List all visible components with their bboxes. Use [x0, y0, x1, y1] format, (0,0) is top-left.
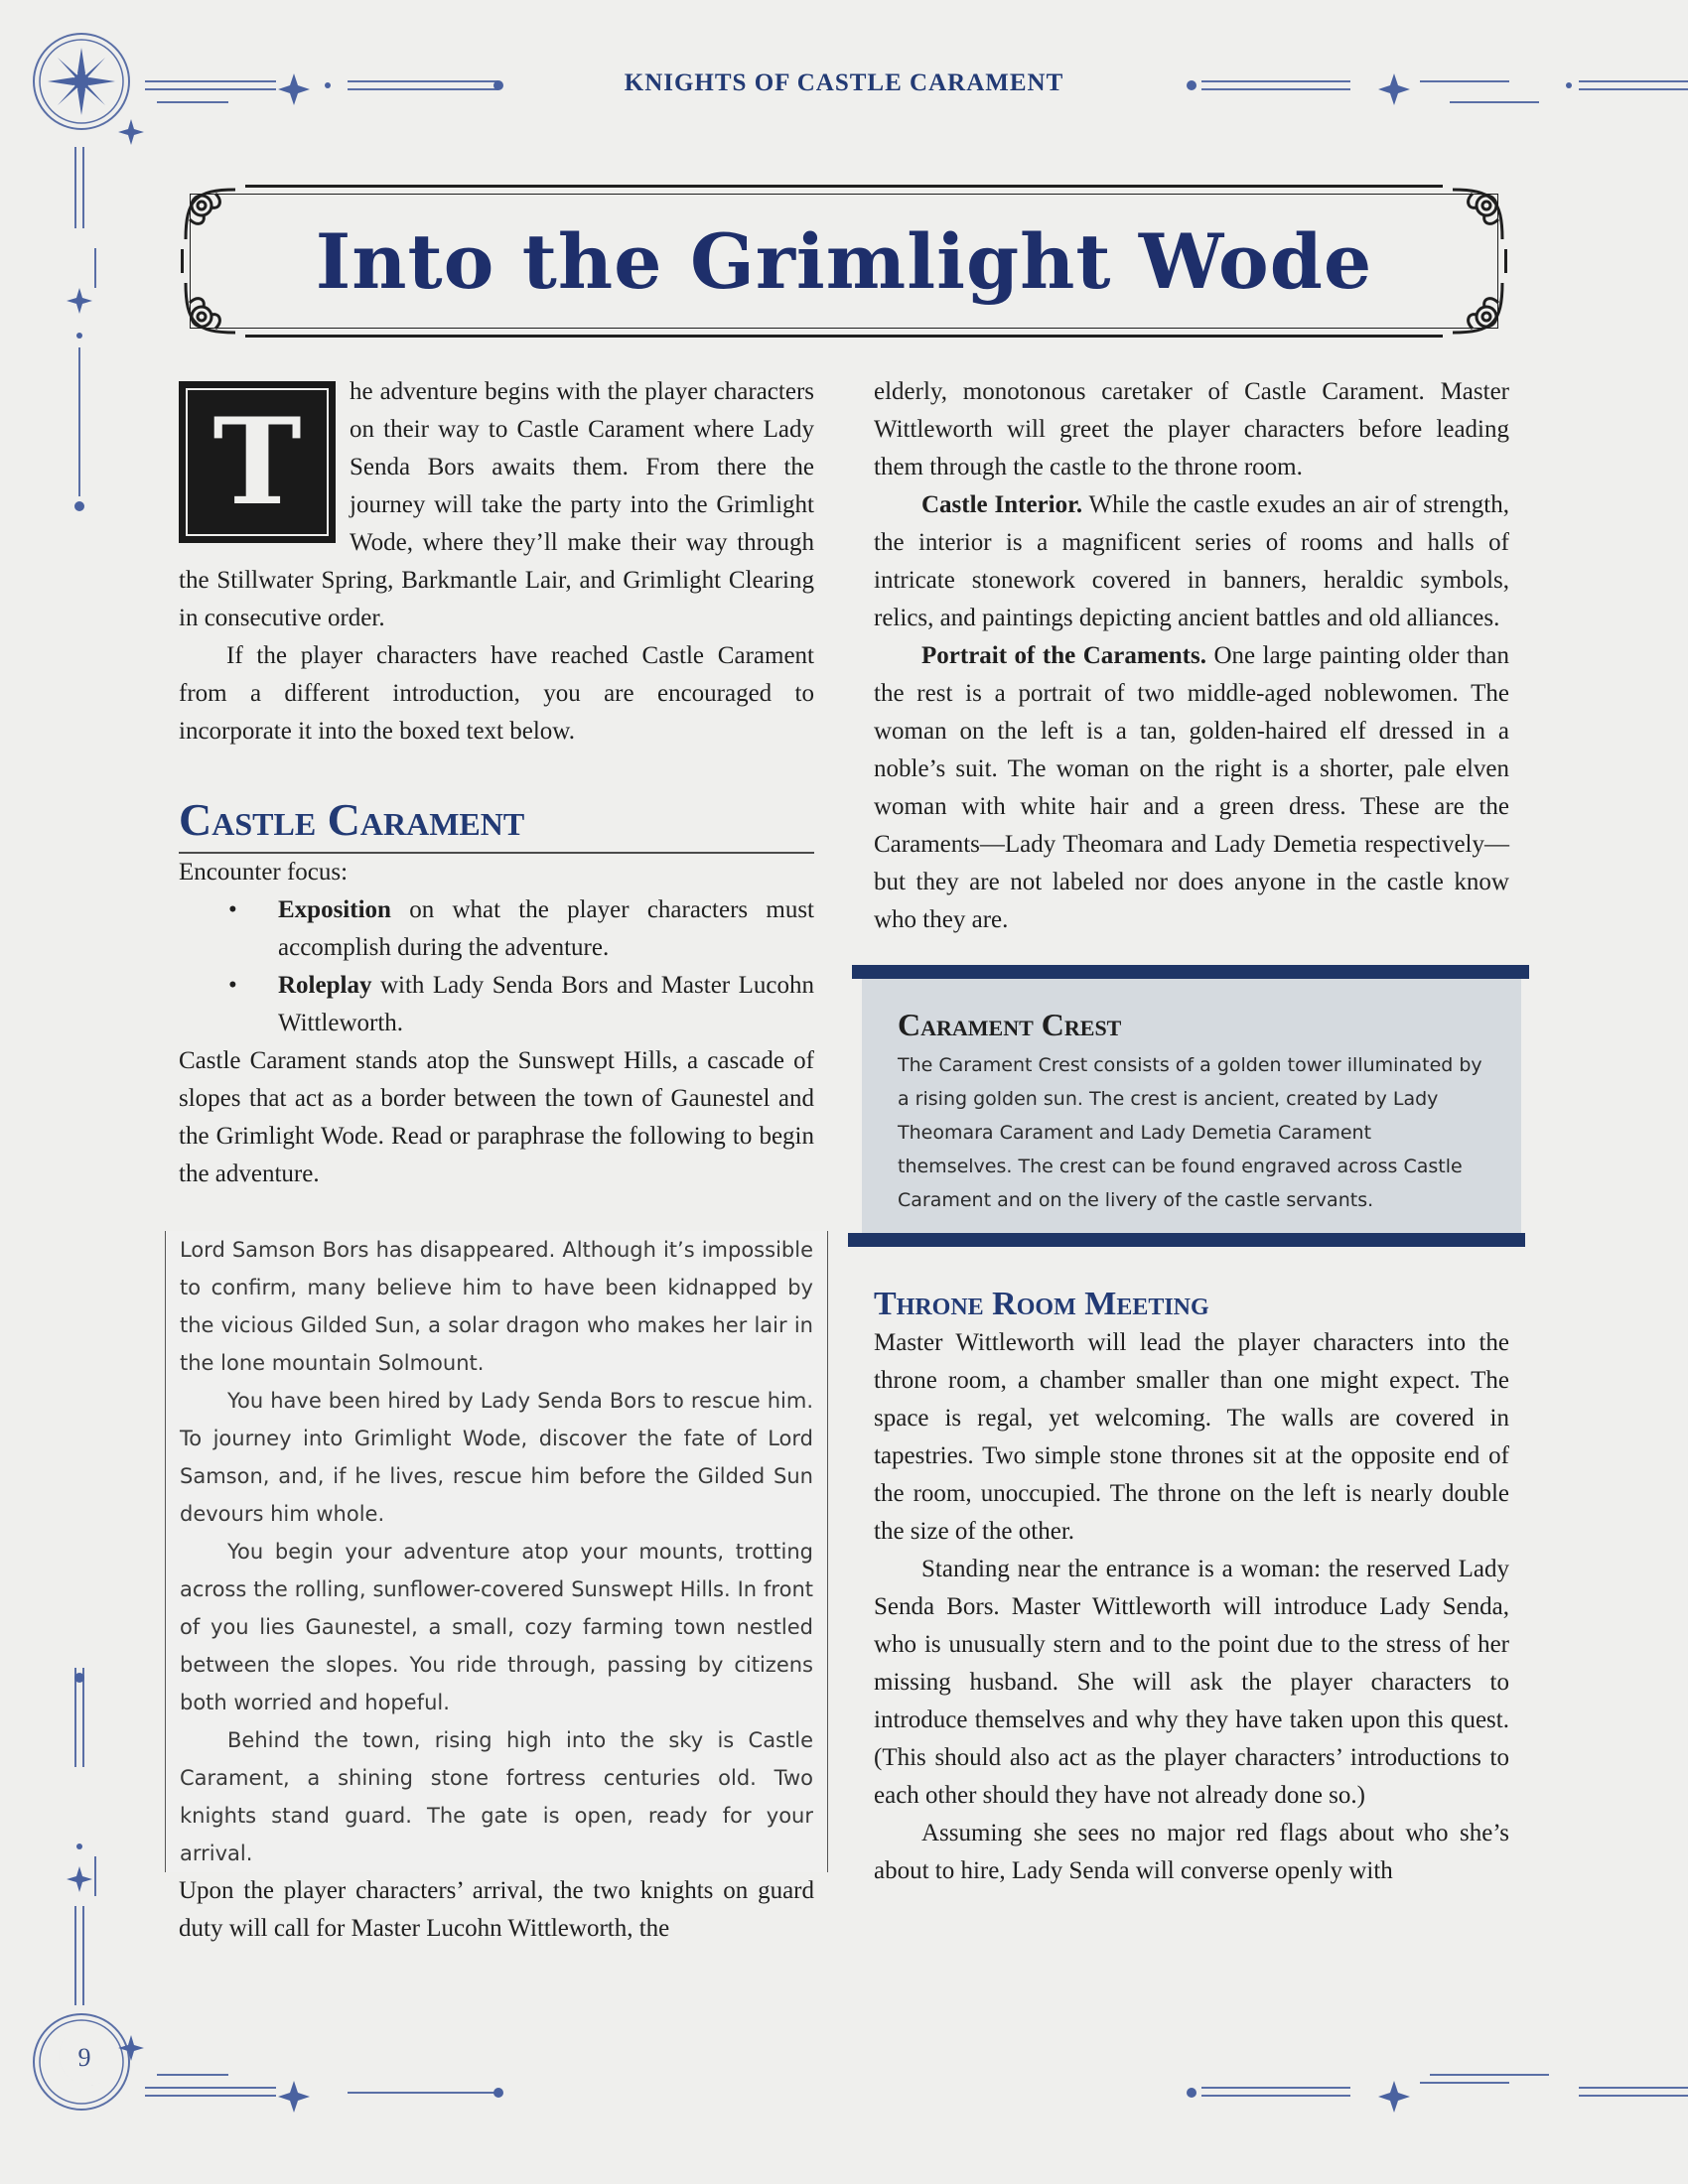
page-title: Into the Grimlight Wode	[315, 217, 1373, 306]
subsection-title: Throne Room Meeting	[874, 1286, 1209, 1322]
arrival-paragraph: Upon the player characters’ arrival, the two knights on guard duty will call for Master Lucohn Wittleworth, the	[179, 1877, 814, 1942]
castle-interior-paragraph: Castle Interior. While the castle exudes an air of strength, the interior is a magnificent series of rooms and halls of intricate stonework covered in banners, heraldic symbols, relics, and paintings depicting ancient battles and old alliances.	[874, 491, 1509, 631]
section-title: Castle Carament	[179, 794, 814, 854]
intro-paragraph-2: If the player characters have reached Castle Carament from a different introduction, you are encouraged to incorporate it into the boxed text below.	[179, 642, 814, 745]
sidebar-title: Carament Crest	[898, 1007, 1122, 1042]
right-column	[874, 373, 1509, 1890]
throne-paragraph: Assuming she sees no major red flags about who she’s about to hire, Lady Senda will converse openly with	[874, 1820, 1509, 1884]
sidebar-text: The Carament Crest consists of a golden tower illuminated by a rising golden sun. The crest is ancient, created by Lady Theomara Carament and Lady Demetia Carament themselves. The crest can be found engraved across Castle Carament and on the livery of the castle servants.	[898, 1054, 1482, 1211]
sidebar-box	[862, 969, 1521, 1237]
throne-paragraph: Master Wittleworth will lead the player characters into the throne room, a chamber smaller than one might expect. The space is regal, yet welcoming. The walls are covered in tapestries. Two simple stone thrones sit at the opposite end of the room, unoccupied. The throne on the left is nearly double the size of the other.	[874, 1329, 1509, 1545]
encounter-focus-list	[179, 891, 814, 1042]
description-paragraph: Castle Carament stands atop the Sunswept Hills, a cascade of slopes that act as a border between the town of Gaunestel and the Grimlight Wode. Read or paraphrase the following to begin the adventure.	[179, 1047, 814, 1187]
read-aloud-box	[165, 1231, 828, 1872]
intro-paragraph	[179, 373, 814, 637]
left-column	[179, 373, 814, 1948]
continued-paragraph: elderly, monotonous caretaker of Castle Carament. Master Wittleworth will greet the player characters before leading them through the castle to the throne room.	[874, 378, 1509, 480]
title-frame	[181, 185, 1507, 338]
intro-text: he adventure begins with the player characters on their way to Castle Carament where Lady Senda Bors awaits them. From there the journey will take the party into the Grimlight Wode, where they’ll make their way through the Stillwater Spring, Barkmantle Lair, and Grimlight Clearing in consecutive order.	[179, 378, 814, 631]
portrait-paragraph: Portrait of the Caraments. One large painting older than the rest is a portrait of two middle-aged noblewomen. The woman on the left is a tan, golden-haired elf dressed in a noble’s suit. The woman on the right is a shorter, pale elven woman with white hair and a green dress. These are the Caraments—Lady Theomara and Lady Demetia respectively—but they are not labeled nor does anyone in the castle know who they are.	[874, 642, 1509, 933]
read-aloud-paragraph: Lord Samson Bors has disappeared. Although it’s impossible to confirm, many believe him to have been kidnapped by the vicious Gilded Sun, a solar dragon who makes her lair in the lone mountain Solmount.	[180, 1238, 813, 1375]
list-item: • Exposition on what the player characters must accomplish during the adventure.	[278, 891, 814, 967]
read-aloud-paragraph: You have been hired by Lady Senda Bors to rescue him. To journey into Grimlight Wode, discover the fate of Lord Samson, and, if he lives, rescue him before the Gilded Sun devours him whole.	[180, 1389, 813, 1526]
read-aloud-paragraph: Behind the town, rising high into the sky is Castle Carament, a shining stone fortress centuries old. Two knights stand guard. The gate is open, ready for your arrival.	[180, 1728, 813, 1865]
encounter-focus-label: Encounter focus:	[179, 859, 349, 886]
list-item: • Roleplay with Lady Senda Bors and Master Lucohn Wittleworth.	[278, 967, 814, 1042]
read-aloud-paragraph: You begin your adventure atop your mounts, trotting across the rolling, sunflower-covered Sunswept Hills. In front of you lies Gaunestel, a small, cozy farming town nestled between the slopes. You ride through, passing by citizens both worried and hopeful.	[180, 1540, 813, 1714]
throne-paragraph: Standing near the entrance is a woman: the reserved Lady Senda Bors. Master Wittleworth will introduce Lady Senda, who is unusually stern and to the point due to the stress of her missing husband. She will ask the player characters to introduce themselves and why they have taken upon this quest. (This should also act as the player characters’ introductions to each other should they have not already done so.)	[874, 1556, 1509, 1809]
drop-cap	[179, 381, 336, 543]
drop-cap-letter: T	[212, 391, 302, 532]
running-title: KNIGHTS OF CASTLE CARAMENT	[624, 69, 1064, 96]
page-number: 9	[77, 2043, 91, 2072]
